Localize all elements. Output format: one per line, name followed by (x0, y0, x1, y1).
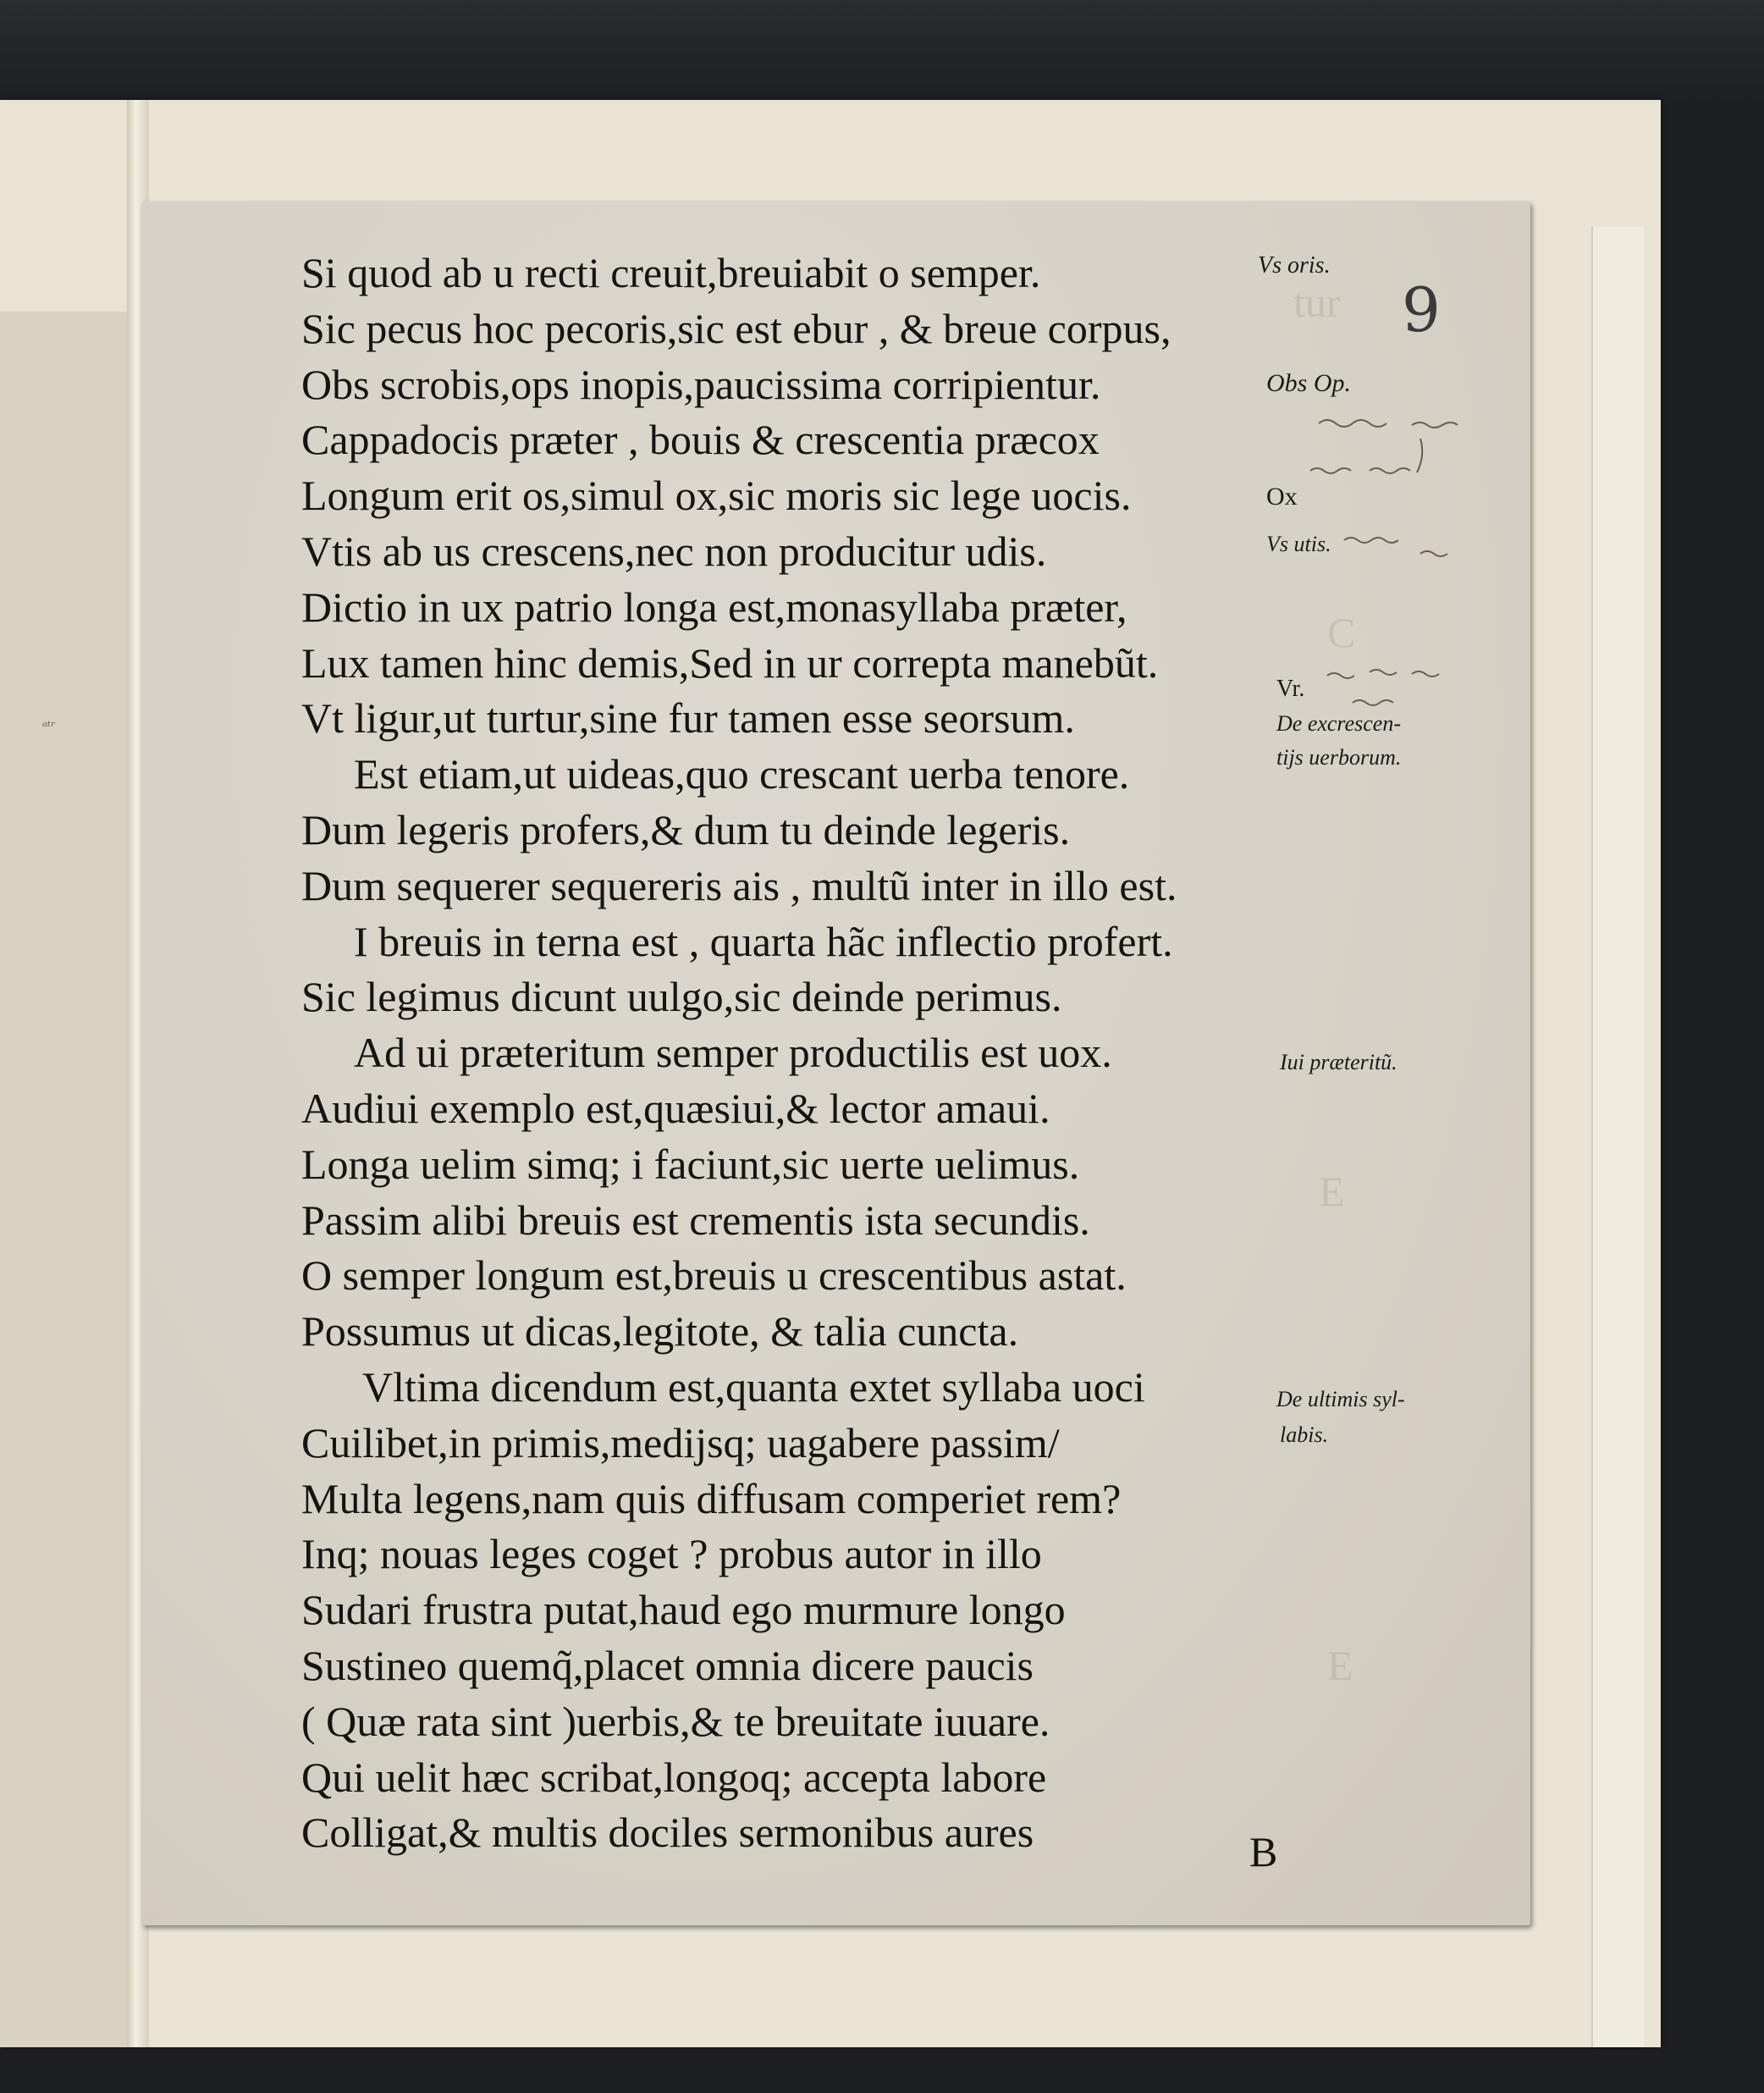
folio-number: 9 (1402, 274, 1441, 345)
margin-gloss: Vs oris. (1258, 252, 1331, 279)
verse-line: I breuis in terna est , quarta hãc inflectio profert. (354, 917, 1173, 965)
mount-frame-edge (1591, 227, 1644, 2047)
verse-line: Sustineo quemq̃,placet omnia dicere paucis (301, 1641, 1034, 1689)
verse-line: Dum sequerer sequereris ais , multũ inter in illo est. (301, 861, 1177, 909)
margin-gloss: De excrescen- (1276, 711, 1401, 736)
margin-gloss: Iui præteritũ. (1280, 1050, 1397, 1074)
margin-gloss: De ultimis syl- (1276, 1387, 1405, 1411)
verse-line: Sic pecus hoc pecoris,sic est ebur , & breue corpus, (301, 304, 1171, 352)
verse-line: Passim alibi breuis est crementis ista secundis. (301, 1196, 1090, 1244)
margin-gloss: Obs Op. (1266, 369, 1352, 397)
verse-line: Si quod ab u recti creuit,breuiabit o semper. (301, 249, 1041, 296)
verse-line: Est etiam,ut uideas,quo crescant uerba tenore. (354, 750, 1130, 798)
verse-block (301, 246, 1402, 1861)
margin-gloss: tijs uerborum. (1276, 745, 1402, 770)
verse-line: Colligat,& multis dociles sermonibus aures (301, 1809, 1034, 1857)
verse-line: Multa legens,nam quis diffusam comperiet rem? (301, 1474, 1122, 1522)
margin-gloss: Vr. (1276, 676, 1305, 702)
verse-line: Lux tamen hinc demis,Sed in ur correpta manebũt. (301, 638, 1159, 687)
verse-line: Possumus ut dicas,legitote, & talia cuncta. (301, 1307, 1019, 1356)
verse-line: Sic legimus dicunt uulgo,sic deinde perimus. (301, 973, 1062, 1021)
verse-line: Vt ligur,ut turtur,sine fur tamen esse seorsum. (301, 694, 1075, 743)
verse-line: Cappadocis præter , bouis & crescentia præcox (301, 416, 1100, 464)
verse-line: Longa uelim simq; i faciunt,sic uerte uelimus. (301, 1140, 1080, 1188)
background-top (0, 0, 1764, 102)
facing-page-annotation: ᵃᵗʳ (42, 718, 56, 734)
verse-line: Ad ui præteritum semper productilis est uox. (354, 1029, 1112, 1077)
verse-line: Vltima dicendum est,quanta extet syllaba uoci (362, 1362, 1145, 1411)
verse-line: Vtis ab us crescens,nec non producitur udis. (301, 527, 1047, 575)
signature-mark: B (1249, 1828, 1278, 1875)
verse-line: Sudari frustra putat,haud ego murmure longo (301, 1586, 1066, 1634)
facing-page-edge (0, 312, 127, 2047)
verse-line: Inq; nouas leges coget ? probus autor in illo (301, 1530, 1042, 1578)
show-through-text: C (1327, 609, 1356, 656)
printed-page (142, 202, 1530, 1925)
verse-line: Dum legeris profers,& dum tu deinde legeris. (301, 805, 1071, 853)
verse-line: Obs scrobis,ops inopis,paucissima corripientur. (301, 360, 1101, 408)
show-through-text: E (1319, 1168, 1345, 1215)
verse-line: Dictio in ux patrio longa est,monasyllaba præter, (301, 583, 1127, 631)
verse-line: Cuilibet,in primis,medijsq; uagabere passim/ (301, 1418, 1060, 1466)
verse-line: Longum erit os,simul ox,sic moris sic lege uocis. (301, 472, 1132, 520)
margin-gloss: Ox (1266, 483, 1298, 511)
show-through-text: tur (1293, 279, 1341, 326)
verse-line: ( Quæ rata sint )uerbis,& te breuitate iuuare. (301, 1697, 1050, 1745)
verse-line: Audiui exemplo est,quæsiui,& lector amaui. (301, 1084, 1050, 1132)
verse-line: Qui uelit hæc scribat,longoq; accepta labore (301, 1753, 1047, 1801)
handwritten-scribbles (1243, 405, 1513, 760)
show-through-text: E (1327, 1642, 1353, 1689)
margin-gloss: Vs utis. (1266, 532, 1331, 556)
verse-line: O semper longum est,breuis u crescentibus astat. (301, 1251, 1127, 1300)
margin-gloss: labis. (1280, 1422, 1329, 1447)
